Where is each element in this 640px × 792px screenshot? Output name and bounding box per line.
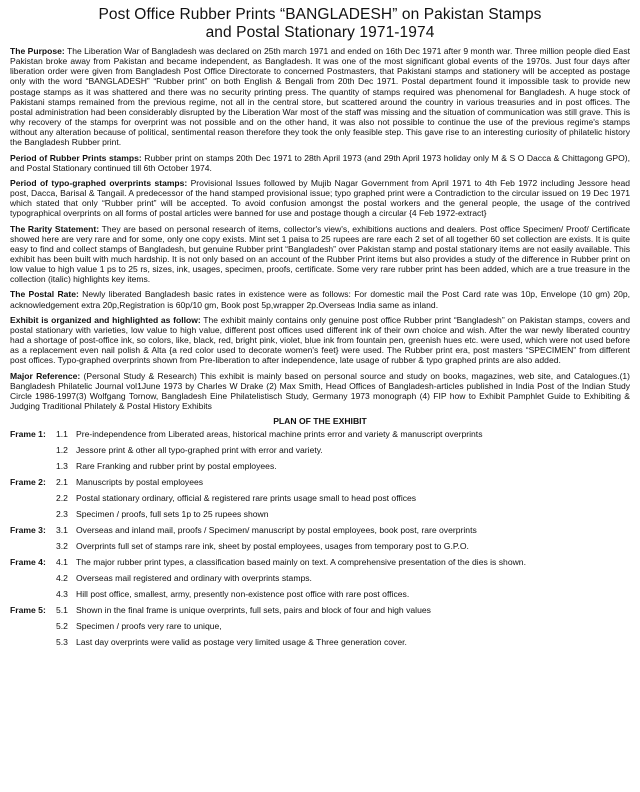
plan-item — [10, 461, 630, 471]
period-heading: Period of Rubber Prints stamps: — [10, 152, 142, 163]
rate-text: Newly liberated Bangladesh basic rates in existence were as follows: For domestic mail the Post Card rate was 10p, Envelope (10 gm) 20p, acknowledgement extra 20p,Registration is 60p/10 gm, Book post 5p,wrapper 2p.Overseas India same as inland. — [10, 289, 631, 310]
typo-text: Provisional Issues followed by Mujib Nagar Government from April 1971 to 4th Feb 1972 including Jessore head post, Dacca, Barisal & Tangail. A predecessor of the hand stamped provisional issue; typo graphed print were a Contradiction to the circular issued on 19 Dec 1971 which stated that only “Rubber print” will be accepted. To avoid confusion amongst the postal workers and the general people, the usage of the contrived typographical overprints on all forms of postal articles were banned for use and postage though a circular {4 Feb 1972-extract} — [10, 177, 631, 219]
plan-item — [10, 477, 630, 487]
frame-label: Frame 4: — [10, 557, 46, 568]
frame-label: Frame 3: — [10, 525, 46, 536]
plan-item-number: 5.2 — [56, 621, 68, 632]
rate-heading: The Postal Rate: — [10, 289, 79, 300]
plan-item — [10, 541, 630, 551]
title-line-2: and Postal Stationary 1971-1974 — [205, 24, 435, 41]
period-section — [10, 153, 630, 173]
plan-item — [10, 621, 630, 631]
plan-item-text: The major rubber print types, a classification based mainly on text. A comprehensive presentation of the dies is shown. — [76, 557, 526, 568]
plan-item-text: Rare Franking and rubber print by postal employees. — [76, 461, 277, 472]
plan-item — [10, 525, 630, 535]
organized-text: The exhibit mainly contains only genuine post office Rubber print “Bangladesh” on Pakistan stamps, covers and postal stationary with varieties, low value to high value, different post offices used different ink of their own choice and wish. After the war newly liberated country had a shortage of post-office ink, so colors, like, black, red, bright pink, violet, blue ink from fountain pen, greenish hues etc. were used, which were not used before as a replacement even nail polish & Alta {a red color used to decorate women's feet} were used. The Rubber print era, post masters “SPECIMEN” from different post offices. Typo-graphed overprints shown from Pre-liberation to after independence, late usage of rubber & typo graphed prints are also added. — [10, 314, 630, 366]
purpose-section — [10, 46, 630, 148]
organized-heading: Exhibit is organized and highlighted as follow: — [10, 314, 201, 325]
title-line-1: Post Office Rubber Prints “BANGLADESH” on Pakistan Stamps — [98, 6, 542, 23]
plan-item-text: Specimen / proofs, full sets 1p to 25 rupees shown — [76, 509, 269, 520]
plan-item-number: 2.1 — [56, 477, 68, 488]
reference-section — [10, 371, 630, 412]
plan-item-number: 5.3 — [56, 637, 68, 648]
plan-item — [10, 509, 630, 519]
plan-item — [10, 589, 630, 599]
frame-label: Frame 1: — [10, 429, 46, 440]
plan-item-number: 1.1 — [56, 429, 68, 440]
plan-item-number: 3.1 — [56, 525, 68, 536]
plan-item-text: Overseas and inland mail, proofs / Specimen/ manuscript by postal employees, book post, rare overprints — [76, 525, 477, 536]
plan-item-number: 4.2 — [56, 573, 68, 584]
plan-item — [10, 637, 630, 647]
purpose-heading: The Purpose: — [10, 46, 65, 56]
plan-item-text: Specimen / proofs very rare to unique, — [76, 621, 222, 632]
frame-label: Frame 2: — [10, 477, 46, 488]
frame-label: Frame 5: — [10, 605, 46, 616]
plan-heading: PLAN OF THE EXHIBIT — [273, 416, 367, 427]
plan-item — [10, 573, 630, 583]
plan-item-number: 4.1 — [56, 557, 68, 568]
organized-section — [10, 315, 630, 366]
plan-item-text: Jessore print & other all typo-graphed print with error and variety. — [76, 445, 323, 456]
document-title — [10, 6, 630, 42]
plan-item-text: Overprints full set of stamps rare ink, sheet by postal employees, usages from temporary post to G.P.O. — [76, 541, 469, 552]
plan-item-number: 1.2 — [56, 445, 68, 456]
plan-item — [10, 493, 630, 503]
plan-item-number: 4.3 — [56, 589, 68, 600]
typo-heading: Period of typo-graphed overprints stamps: — [10, 177, 188, 188]
plan-item-number: 5.1 — [56, 605, 68, 616]
plan-item — [10, 429, 630, 439]
plan-item-text: Shown in the final frame is unique overprints, full sets, pairs and block of four and high values — [76, 605, 431, 616]
plan-item-text: Postal stationary ordinary, official & registered rare prints usage small to head post offices — [76, 493, 417, 504]
plan-item-number: 2.3 — [56, 509, 68, 520]
plan-item-text: Last day overprints were valid as postage very limited usage & Three generation cover. — [76, 637, 407, 648]
document-body — [10, 46, 630, 411]
plan-item-text: Overseas mail registered and ordinary with overprints stamps. — [76, 573, 312, 584]
rarity-text: They are based on personal research of items, collector's view's, exhibitions auctions and dealers. Post office Specimen/ Proof/ Certificate showed here are very rare and for some, only one copy exists. Mint set 1 paisa to 25 rupees are rare each 2 set of all together 60 set collection are exists. It is quite easy to find and collect stamps of Bangladesh, but genuine Rubber print “Bangladesh” over Pakistan stamp and postal stationary items are not easily available. This exhibit has been built with much hardship. It is not only based on an account of the Rubber Print items but also provides a study of the difference in Rubber print on low value to high value 1 ps to 25 rs, sizes, ink, usages, specimen, proofs, certificate. Some very rare rubber print has been added, which are a true treasure in the collection (italic) highlights key items. — [10, 223, 630, 285]
plan-list — [10, 429, 630, 647]
reference-text: (Personal Study & Research) This exhibit is mainly based on personal source and study on books, magazines, web site, and Catalogues.(1) Bangladesh Philatelic Journal vol1June 1973 by Charles W Drake (2) Max Smith, Head Offices of Bangladesh-articles published in India Post of the Indian Study Circle 1986-1997(3) Wolfgang Tornow, Bangladesh Eine Philatelistisch Study, Germany 1973 monograph (4) FIP how to Exhibit Pamphlet Guide to Exhibiting & Judging Traditional Philately & Postal History Exhibits — [10, 370, 631, 411]
plan-item-number: 1.3 — [56, 461, 68, 472]
plan-item-text: Pre-independence from Liberated areas, historical machine prints error and variety & manuscript overprints — [76, 429, 483, 440]
rate-section — [10, 289, 630, 309]
plan-item-number: 3.2 — [56, 541, 68, 552]
plan-item-text: Hill post office, smallest, army, presently non-existence post office with rare post offices. — [76, 589, 410, 600]
plan-item-number: 2.2 — [56, 493, 68, 504]
purpose-text: The Liberation War of Bangladesh was declared on 25th march 1971 and ended on 16th Dec 1971 after 9 month war. Three million people died East Pakistan broke away from Pakistan and became independent, as Bangladesh. It was one of the most significant global events of the 1970s. Just four days after liberation order were given from Bangladesh Post Office Directorate to concerned Postmasters, that Pakistani stamps and stationery will be accepted as postage only with the word “BANGLADESH” “Rubber print” on both English & Bengali from 20th Dec 1971. Postal department found it impossible task to provide new postage stamps as it was shattered and there was no security printing press. The quantity of stamps required was phenomenal for Bangladesh. A huge stock of Pakistani stamps remained from the previous regime, not all in the central store, but scattered around the country in various treasuries and in post offices. The postal administration had been considerably disrupted by the Liberation War most of the staff was missing and the situation of communication was still grave. This is why recovery of the stamps for overprint was not possible and on the other hand, it was also not possible to continue the use of the previous regime's stamps without any alteration because of political, sentimental reason therefore they took the only feasible step. This gave rise to an interesting curiosity of philatelic history the Bangladesh Rubber print. — [10, 46, 630, 148]
rarity-section — [10, 224, 630, 285]
plan-item-text: Manuscripts by postal employees — [76, 477, 204, 488]
reference-heading: Major Reference: — [10, 370, 81, 381]
plan-item — [10, 557, 630, 567]
plan-item — [10, 605, 630, 615]
period-text: Rubber print on stamps 20th Dec 1971 to 28th April 1973 (and 29th April 1973 holiday only M & S O Dacca & Chittagong GPO), and Postal Stationary continued till 6th October 1974. — [10, 152, 630, 173]
plan-item — [10, 445, 630, 455]
rarity-heading: The Rarity Statement: — [10, 223, 100, 234]
typo-section — [10, 178, 630, 219]
